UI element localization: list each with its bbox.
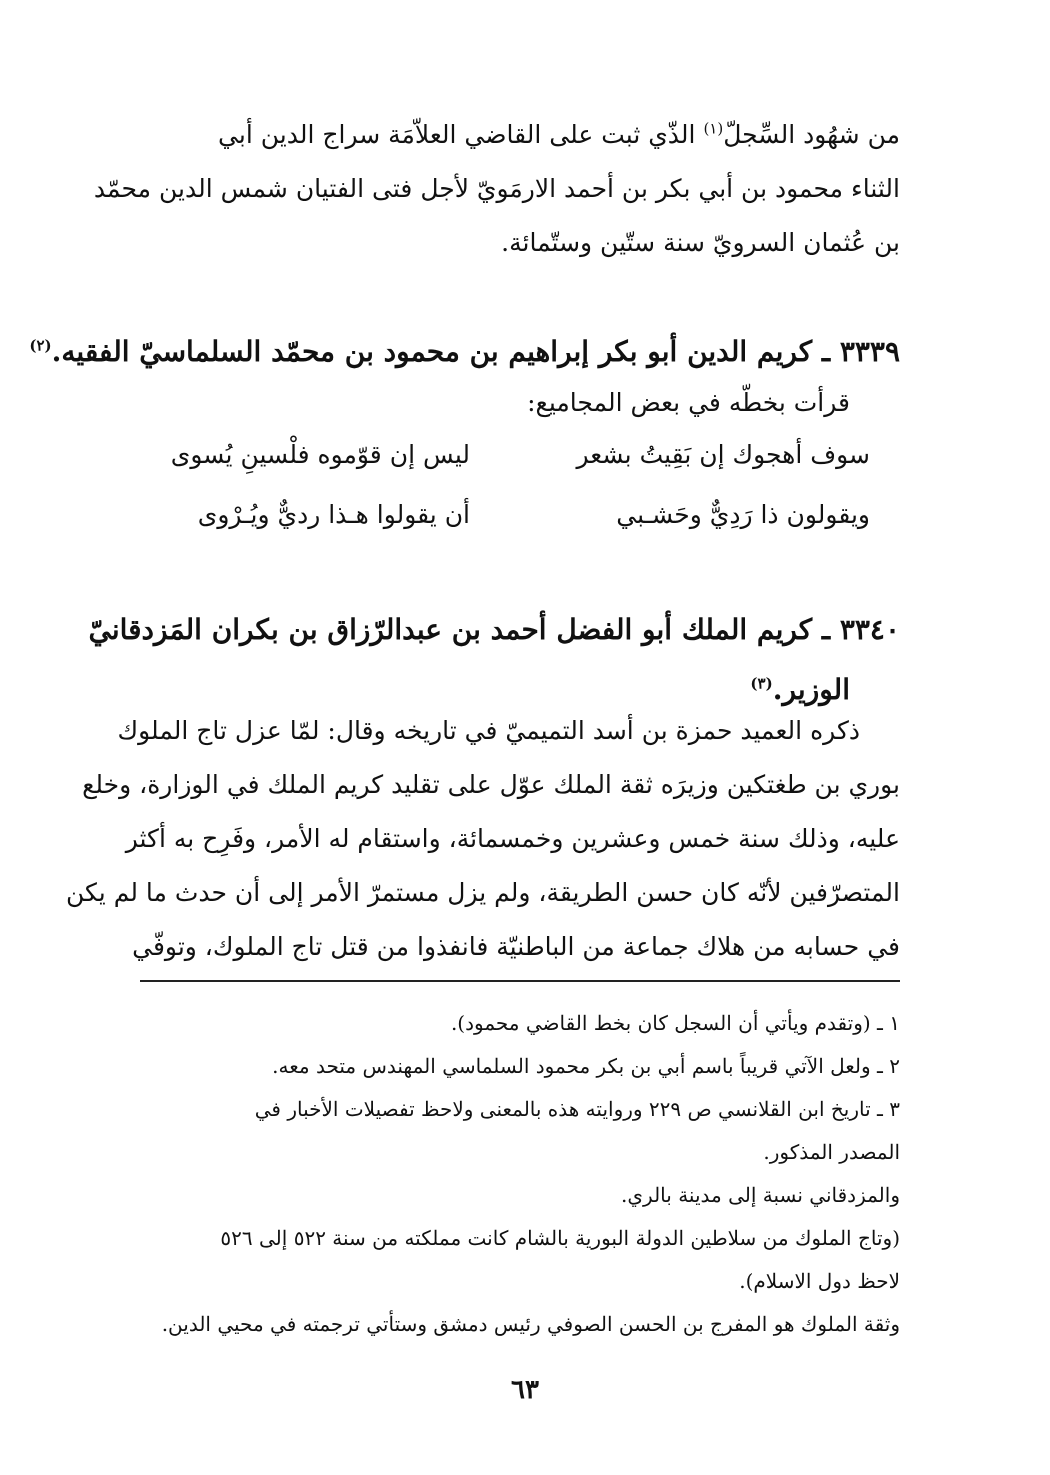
footnote-ref-3[interactable]: (٣): [750, 674, 773, 693]
intro-line: [150, 108, 900, 162]
footnote-ref-1[interactable]: (١): [703, 119, 724, 138]
verse-1-left: ليس إن قوّموه فلْسينِ يُسوى: [170, 440, 470, 469]
verse-2-left: أن يقولوا هـذا رديٌّ ويُـرْوى: [197, 500, 470, 529]
footnote-3-cont: وثقة الملوك هو المفرج بن الحسن الصوفي رئيس دمشق وستأتي ترجمته في محيي الدين.: [161, 1312, 900, 1336]
entry-3340-body: [65, 704, 900, 974]
footnote-3-cont: (وتاج الملوك من سلاطين الدولة البورية بالشام كانت مملكته من سنة ٥٢٢ إلى ٥٢٦: [220, 1226, 900, 1250]
entry-3340-title: [88, 600, 900, 720]
intro-line: الثناء محمود بن أبي بكر بن أحمد الارمَويّ لأجل فتى الفتيان شمس الدين محمّد: [93, 174, 900, 203]
footnote-3-cont: لاحظ دول الاسلام).: [739, 1269, 900, 1293]
body-line: في حسابه من هلاك جماعة من الباطنيّة فانفذوا من قتل تاج الملوك، وتوفّي: [132, 932, 900, 961]
body-line: بوري بن طغتكين وزيرَه ثقة الملك عوّل على تقليد كريم الملك في الوزارة، وخلع: [82, 770, 900, 799]
entry-title-line: [29, 322, 900, 382]
verse-1-right: سوف أهجوك إن بَقِيتُ بشعر: [576, 440, 870, 469]
entry-3339-intro: [150, 376, 850, 430]
footnote-divider: [140, 980, 900, 982]
intro-line: بن عُثمان السرويّ سنة ستّين وستّمائة.: [501, 228, 900, 257]
footnote-1: ١ ـ (وتقدم ويأتي أن السجل كان بخط القاضي محمود).: [450, 1011, 900, 1035]
footnotes: [140, 1002, 900, 1346]
footnote-ref-2[interactable]: (٢): [29, 336, 52, 355]
intro-line-text: من شهُود السِّجلّ: [723, 120, 900, 149]
intro-paragraph: [93, 108, 900, 270]
verse-2-right: ويقولون ذا رَدِيٌّ وحَشـبي: [616, 500, 870, 529]
intro-line-text: الذّي ثبت على القاضي العلاّمَة سراج الدين أبي: [218, 120, 696, 149]
entry-title-text: ٣٣٣٩ ـ كريم الدين أبو بكر إبراهيم بن محمود بن محمّد السلماسيّ الفقيه.: [51, 335, 900, 368]
footnote-2: ٢ ـ ولعل الآتي قريباً باسم أبي بن بكر محمود السلماسي المهندس متحد معه.: [272, 1054, 900, 1078]
body-line: عليه، وذلك سنة خمس وعشرين وخمسمائة، واستقام له الأمر، وفَرِح به أكثر: [125, 824, 900, 853]
entry-title-line: ٣٣٤٠ ـ كريم الملك أبو الفضل أحمد بن عبدالرّزاق بن بكران المَزدقانيّ: [88, 613, 900, 646]
footnote-3-cont: والمزدقاني نسبة إلى مدينة بالري.: [621, 1183, 900, 1207]
entry-title-text: الوزير.: [772, 673, 850, 706]
entry-3339-intro-line: قرأت بخطّه في بعض المجاميع:: [527, 388, 850, 417]
footnote-3-cont: المصدر المذكور.: [763, 1140, 900, 1164]
page-number: ٦٣: [511, 1375, 539, 1405]
body-line: المتصرّفين لأنّه كان حسن الطريقة، ولم يزل مستمرّ الأمر إلى أن حدث ما لم يكن: [65, 878, 900, 907]
footnote-3: ٣ ـ تاريخ ابن القلانسي ص ٢٢٩ وروايته هذه بالمعنى ولاحظ تفصيلات الأخبار في: [254, 1097, 900, 1121]
body-line: ذكره العميد حمزة بن أسد التميميّ في تاريخه وقال: لمّا عزل تاج الملوك: [117, 716, 860, 745]
entry-3339-title: [29, 322, 900, 382]
